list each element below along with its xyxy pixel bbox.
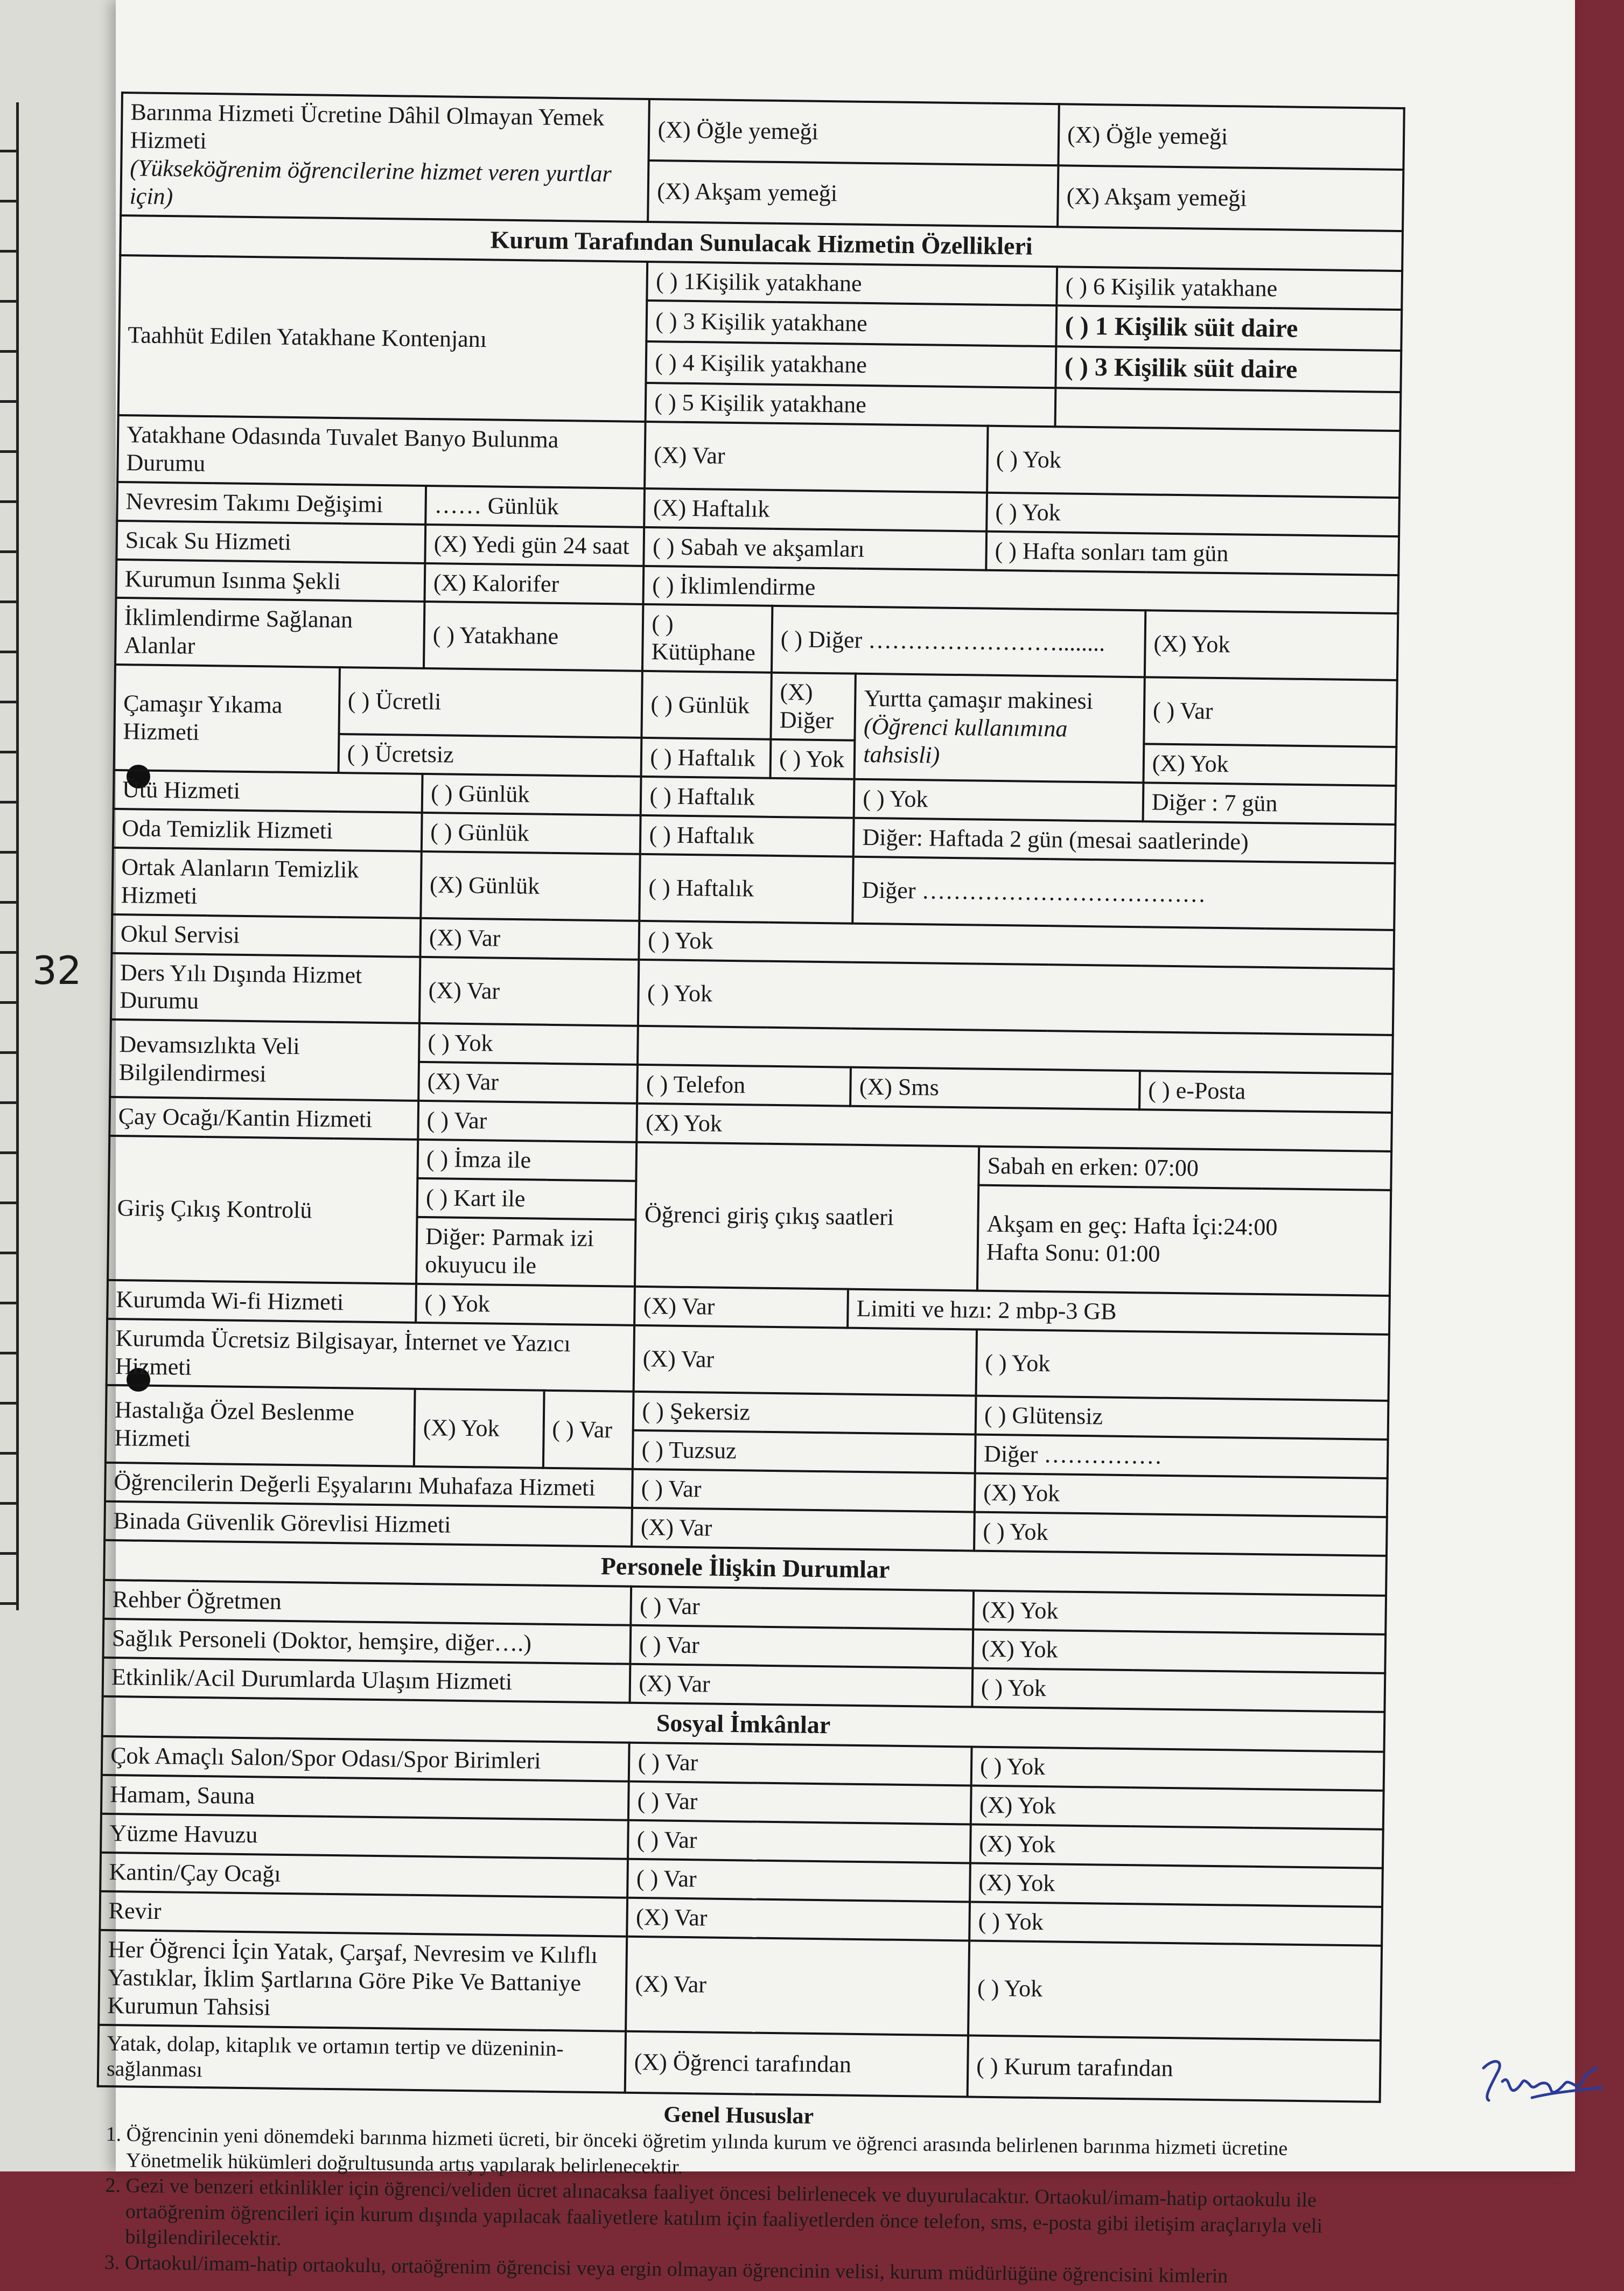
diet-label: Hastalığa Özel Beslenme Hizmeti [106, 1385, 415, 1466]
laundry-option: ( ) Günlük [642, 671, 772, 739]
social-option: (X) Öğrenci tarafından [625, 2031, 968, 2097]
staff-option: ( ) Var [631, 1587, 974, 1630]
entry-hours-label: Öğrenci giriş çıkış saatleri [635, 1142, 979, 1290]
hotwater-option: ( ) Hafta sonları tam gün [986, 531, 1399, 575]
staff-option: (X) Var [630, 1664, 972, 1707]
social-label: Çok Amaçlı Salon/Spor Odası/Spor Birimleri [102, 1736, 629, 1782]
staff-option: ( ) Yok [972, 1668, 1385, 1712]
room-cleaning-option: ( ) Günlük [422, 813, 641, 854]
laundry-option: ( ) Yok [771, 739, 855, 779]
heating-option: ( ) İklimlendirme [643, 566, 1398, 614]
social-option: (X) Yok [970, 1825, 1383, 1868]
staff-option: (X) Yok [973, 1591, 1386, 1635]
meals-note: (Yükseköğrenim öğrencilerine hizmet veren yurtlar için) [129, 155, 612, 209]
common-cleaning-label: Ortak Alanların Temizlik Hizmeti [112, 848, 422, 918]
linen-option: (X) Haftalık [645, 488, 987, 532]
computer-label: Kurumda Ücretsiz Bilgisayar, İnternet ve Yazıcı Hizmeti [107, 1318, 635, 1392]
common-cleaning-option: ( ) Haftalık [640, 854, 853, 924]
entry-option: ( ) Kart ile [417, 1178, 636, 1220]
capacity-option-empty [1055, 388, 1401, 431]
capacity-option: ( ) 3 Kişilik süit daire [1055, 347, 1401, 392]
social-label: Yatak, dolap, kitaplık ve ortamın tertip ve düzeninin-sağlanması [98, 2024, 626, 2092]
social-label: Revir [100, 1891, 627, 1937]
laundry-option: ( ) Ücretsiz [338, 734, 642, 777]
school-bus-option: ( ) Yok [639, 921, 1394, 969]
diet-option: ( ) Tuzsuz [633, 1430, 975, 1473]
social-option: ( ) Var [628, 1820, 970, 1863]
linen-option: ( ) Yok [986, 492, 1399, 536]
canteen-label: Çay Ocağı/Kantin Hizmeti [109, 1097, 418, 1140]
security-option: (X) Var [632, 1508, 975, 1551]
ironing-option: ( ) Yok [854, 779, 1143, 821]
entry-label: Giriş Çıkış Kontrolü [108, 1136, 418, 1284]
capacity-option: ( ) 3 Kişilik yatakhane [647, 301, 1056, 347]
aircon-option: ( ) Diğer ……………………........ [772, 606, 1145, 677]
off-term-label: Ders Yılı Dışında Hizmet Durumu [111, 953, 421, 1023]
off-term-option: (X) Var [419, 956, 639, 1026]
absence-option: ( ) Telefon [638, 1065, 851, 1106]
laundry-label: Çamaşır Yıkama Hizmeti [114, 665, 340, 773]
capacity-option: ( ) 6 Kişilik yatakhane [1056, 267, 1402, 310]
meals-option: (X) Öğle yemeği [649, 99, 1059, 165]
laundry-machine-note: (Öğrenci kullanımına tahsisli) [863, 713, 1068, 769]
computer-option: (X) Var [634, 1325, 977, 1396]
social-option: (X) Yok [970, 1863, 1383, 1907]
bath-label: Yatakhane Odasında Tuvalet Banyo Bulunma Durumu [117, 415, 646, 488]
computer-option: ( ) Yok [976, 1329, 1389, 1401]
security-label: Binada Güvenlik Görevlisi Hizmeti [104, 1501, 632, 1547]
absence-option: ( ) Yok [419, 1023, 638, 1065]
linen-option: …… Günlük [425, 486, 645, 527]
general-provisions [94, 2094, 1381, 2291]
hotwater-option: (X) Yedi gün 24 saat [425, 525, 644, 566]
off-term-option: ( ) Yok [638, 959, 1394, 1035]
absence-option: (X) Sms [850, 1067, 1139, 1109]
social-option: ( ) Var [628, 1859, 970, 1902]
entry-hours-evening: Akşam en geç: Hafta İçi:24:00 [986, 1210, 1278, 1241]
diet-option: ( ) Glütensiz [976, 1396, 1389, 1440]
meals-label-cell [121, 93, 649, 222]
meals-option: (X) Akşam yemeği [648, 160, 1059, 227]
absence-label: Devamsızlıkta Veli Bilgilendirmesi [110, 1019, 419, 1101]
laundry-option: ( ) Ücretli [339, 667, 642, 738]
staff-option: ( ) Var [631, 1625, 973, 1668]
social-label: Her Öğrenci İçin Yatak, Çarşaf, Nevresim ve Kılıflı Yastıklar, İklim Şartlarına Göre Pike Ve Battaniye Kurumun Tahsisi [99, 1930, 627, 2031]
laundry-option: (X) Diğer [771, 673, 856, 741]
meals-option: (X) Öğle yemeği [1058, 104, 1404, 170]
laundry-option: ( ) Haftalık [641, 738, 771, 778]
diet-option: ( ) Şekersiz [633, 1392, 976, 1435]
social-option: (X) Var [626, 1937, 970, 2035]
section-title: Sosyal İmkânlar [102, 1696, 1385, 1752]
social-row [99, 1930, 1382, 2041]
entry-hours-evening-cell [977, 1185, 1391, 1296]
ironing-option: ( ) Günlük [422, 774, 641, 815]
social-label: Hamam, Sauna [101, 1775, 629, 1820]
handwritten-page-number: 32 [32, 948, 82, 993]
staff-label: Rehber Öğretmen [103, 1580, 631, 1625]
social-option: ( ) Var [629, 1743, 971, 1786]
diet-option: Diğer …………… [975, 1435, 1388, 1478]
canteen-option: ( ) Var [418, 1101, 637, 1142]
aircon-label: İklimlendirme Sağlanan Alanlar [115, 598, 425, 668]
meals-option: (X) Akşam yemeği [1058, 165, 1403, 231]
valuables-label: Öğrencilerin Değerli Eşyalarını Muhafaza Hizmeti [105, 1463, 633, 1508]
ironing-label: Ütü Hizmeti [114, 770, 423, 813]
capacity-option: ( ) 1Kişilik yatakhane [647, 262, 1057, 305]
security-option: ( ) Yok [974, 1512, 1387, 1556]
wifi-option: ( ) Yok [416, 1284, 635, 1325]
valuables-option: ( ) Var [632, 1469, 975, 1512]
social-label: Kantin/Çay Ocağı [100, 1853, 628, 1898]
heating-label: Kurumun Isınma Şekli [116, 560, 425, 602]
common-cleaning-option: Diğer ……………………………… [853, 857, 1395, 930]
aircon-option: (X) Yok [1145, 611, 1398, 681]
ironing-option: ( ) Haftalık [641, 777, 855, 818]
meals-label: Barınma Hizmeti Ücretine Dâhil Olmayan Yemek Hizmeti [130, 99, 605, 154]
school-bus-label: Okul Servisi [111, 914, 421, 957]
social-option: ( ) Yok [969, 1902, 1382, 1945]
hotwater-label: Sıcak Su Hizmeti [116, 521, 425, 563]
provision-item: 1. Öğrencinin yeni dönemdeki barınma hizmeti ücreti, bir önceki öğretim yılında kurum ve öğrenci arasında belirlenen barınma hizmeti ücretine Yönetmelik hükümleri doğrultusunda artış yapılarak belirlenecektir. [126, 2122, 1381, 2189]
absence-option: ( ) e-Posta [1139, 1071, 1392, 1113]
wifi-option: (X) Var [635, 1287, 849, 1328]
diet-option: ( ) Var [543, 1391, 634, 1469]
entry-option: Diğer: Parmak izi okuyucu ile [416, 1217, 636, 1287]
bath-option: ( ) Yok [987, 426, 1400, 498]
laundry-machine-cell [855, 674, 1145, 783]
social-option: (X) Yok [971, 1786, 1384, 1829]
section-title: Kurum Tarafından Sunulacak Hizmetin Özellikleri [120, 215, 1403, 271]
aircon-option: ( ) Kütüphane [642, 604, 772, 673]
heating-option: (X) Kalorifer [425, 563, 644, 605]
background-table-lines [0, 102, 19, 1610]
staff-option: (X) Yok [972, 1630, 1385, 1673]
form-page [106, 0, 1575, 2288]
social-option: ( ) Var [628, 1782, 971, 1825]
provision-item: 3. Ortaokul/imam-hatip ortaokulu, ortaöğrenim öğrencisi veya ergin olmayan öğrencinin velisi, kurum müdürlüğüne öğrencisini kimlerin [124, 2250, 1378, 2291]
entry-option: ( ) İmza ile [417, 1140, 636, 1181]
form-sheet [94, 92, 1405, 2291]
wifi-label: Kurumda Wi-fi Hizmeti [107, 1280, 416, 1323]
general-provisions-title: Genel Hususlar [663, 2102, 814, 2129]
laundry-option: ( ) Var [1144, 677, 1397, 748]
wifi-limit: Limiti ve hızı: 2 mbp-3 GB [848, 1289, 1389, 1334]
canteen-option: (X) Yok [637, 1103, 1392, 1151]
hotwater-option: ( ) Sabah ve akşamları [644, 527, 986, 570]
common-cleaning-option: (X) Günlük [421, 851, 640, 921]
laundry-machine: Yurtta çamaşır makinesi [864, 685, 1094, 715]
absence-option: (X) Var [418, 1062, 638, 1103]
room-cleaning-option: Diğer: Haftada 2 gün (mesai saatlerinde) [853, 818, 1395, 863]
bath-option: (X) Var [645, 422, 988, 493]
staff-label: Sağlık Personeli (Doktor, hemşire, diğer….) [103, 1619, 631, 1664]
ironing-option: Diğer : 7 gün [1143, 783, 1396, 825]
entry-hours-morning: Sabah en erken: 07:00 [978, 1147, 1391, 1190]
diet-option: (X) Yok [414, 1389, 544, 1468]
linen-label: Nevresim Takımı Değişimi [117, 482, 426, 525]
capacity-option: ( ) 5 Kişilik yatakhane [646, 383, 1055, 427]
staff-label: Etkinlik/Acil Durumlarda Ulaşım Hizmeti [103, 1658, 631, 1703]
facility-features-table [97, 92, 1405, 2103]
school-bus-option: (X) Var [420, 918, 639, 960]
social-label: Yüzme Havuzu [101, 1814, 628, 1859]
signature-mark [1473, 2052, 1613, 2111]
laundry-option: (X) Yok [1143, 744, 1396, 786]
social-option: (X) Var [627, 1898, 970, 1941]
meals-row-1 [122, 93, 1404, 170]
entry-hours-weekend: Hafta Sonu: 01:00 [986, 1238, 1160, 1267]
social-option: ( ) Yok [968, 1940, 1382, 2040]
social-option: ( ) Kurum tarafından [968, 2035, 1381, 2102]
capacity-option: ( ) 1 Kişilik süit daire [1056, 305, 1402, 351]
room-cleaning-label: Oda Temizlik Hizmeti [113, 809, 422, 851]
aircon-option: ( ) Yatakhane [424, 602, 643, 671]
section-title: Personele İlişkin Durumlar [104, 1540, 1387, 1596]
general-provisions-list [94, 2122, 1380, 2291]
capacity-option: ( ) 4 Kişilik yatakhane [646, 341, 1056, 388]
valuables-option: (X) Yok [975, 1473, 1388, 1517]
room-cleaning-option: ( ) Haftalık [640, 815, 854, 857]
provision-item: 2. Gezi ve benzeri etkinlikler için öğrenci/veliden ücret alınacaksa faaliyet öncesi belirlenecek ve duyurulacaktır. Ortaokul/imam-hatip ortaokulu ile ortaöğrenim öğrencileri için kurum dışında yapılacak faaliyetlere katılım için faaliyetlerden önce telefon, sms, e-posta gibi iletişim araçlarıyla veli bilgilendirilecektir. [125, 2174, 1380, 2266]
social-option: ( ) Yok [971, 1747, 1384, 1791]
capacity-label: Taahhüt Edilen Yatakhane Kontenjanı [118, 255, 648, 422]
